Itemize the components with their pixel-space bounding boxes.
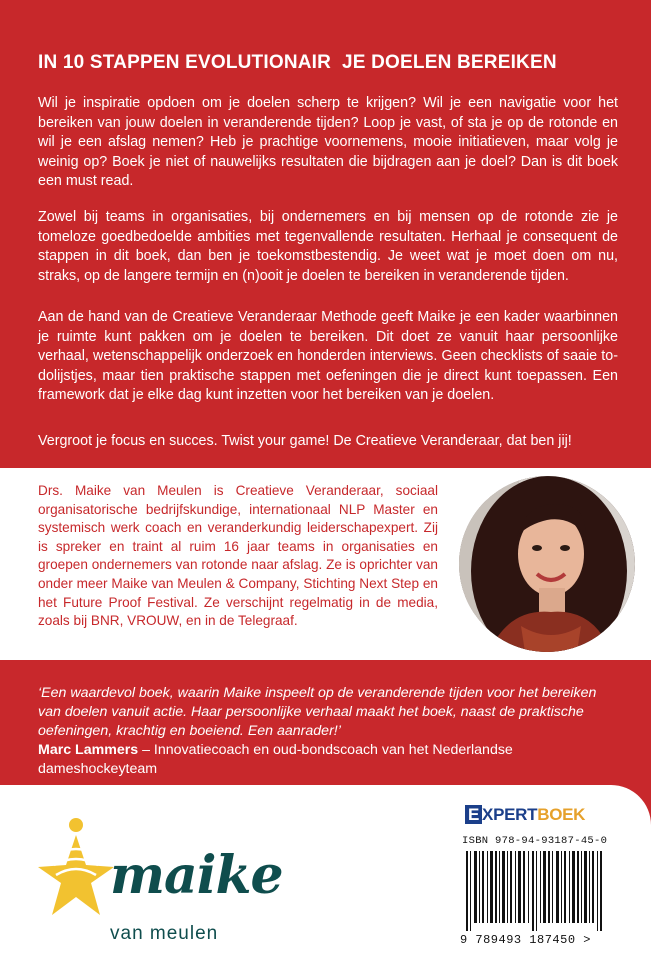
method-paragraph: Aan de hand van de Creatieve Veranderaar Methode geeft Maike je een kader waarbinnen je ruimte kunt pakken om je doelen te bereiken. Dit doet ze vanuit haar persoonlijke verhaal, wetenschappelijk onderzoek en honderden interviews. Geen checklists of saaie to-dolijstjes, maar tien praktische stappen met oefeningen die je direct kunt toepassen. Een framework dat je elke dag kunt inzetten voor het bereiken van je doelen. — [38, 309, 618, 403]
author-logo — [36, 811, 283, 951]
publisher-logo — [465, 805, 585, 831]
quote-attribution — [38, 741, 623, 779]
publisher-e: E — [465, 805, 482, 824]
intro-paragraph: Wil je inspiratie opdoen om je doelen scherp te krijgen? Wil je een navigatie voor het bereiken van jouw doelen in veranderende tijden? Loop je vast, of sta je op de rotonde en wil je een afslag nemen? Heb je prachtige voornemens, mooie initiatieven, maar volg je weinig op? Boek je niet of nauwelijks resultaten die bijdragen aan je doel? Dan is dit boek een must read. — [38, 95, 618, 189]
cover-heading: IN 10 STAPPEN EVOLUTIONAIR JE DOELEN BEREIKEN — [38, 52, 557, 73]
back-cover-bottom — [0, 785, 651, 960]
quote-author-role: – Innovatiecoach en oud-bondscoach van het Nederlandse dameshockeyteam — [38, 742, 513, 777]
teams-paragraph: Zowel bij teams in organisaties, bij ondernemers en bij mensen op de rotonde zie je tomeloze goedbedoelde ambities met tegenvallende resultaten. Herhaal je consequent de stappen in dit boek, dan ben je toekomstbestendig. Je weet wat je moet doen om nu, straks, op de langere termijn en (n)ooit je doelen te bereiken in veranderende tijden. — [38, 209, 618, 284]
publisher-xpert: XPERT — [482, 805, 538, 824]
back-cover-top — [0, 0, 651, 468]
author-bio-panel — [0, 468, 651, 660]
author-photo — [459, 476, 635, 652]
endorsement-quote — [38, 684, 623, 779]
logo-name: maike — [110, 845, 283, 906]
barcode-digits: 9 789493 187450 > — [460, 933, 591, 947]
tagline: Vergroot je focus en succes. Twist your game! De Creatieve Veranderaar, dat ben jij! — [38, 433, 572, 449]
logo-subtitle: van meulen — [110, 923, 219, 944]
quote-author: Marc Lammers — [38, 742, 139, 758]
publisher-boek: BOEK — [537, 805, 586, 824]
quote-text: ‘Een waardevol boek, waarin Maike inspeelt op de veranderende tijden voor het bereiken van doelen vanuit actie. Haar persoonlijke verhaal maakt het boek, naast de praktische oefeningen, krachtig en boeiend. Een aanrader!’ — [38, 685, 597, 739]
author-bio: Drs. Maike van Meulen is Creatieve Veranderaar, sociaal organisatorische bedrijfskundige, internationaal NLP Master en systemisch werk coach en veranderkundig leiderschapexpert. Zij is spreker en traint al ruim 16 jaar teams in organisaties en groepen ondernemers van rotonde naar afslag. Ze is oprichter van onder meer Maike van Meulen & Company, Stichting Next Step en het Future Proof Festival. Ze verschijnt regelmatig in de media, zoals bij BNR, VROUW, en in de Telegraaf. — [38, 483, 438, 629]
star-logo-icon — [36, 815, 116, 925]
barcode-icon — [458, 851, 628, 931]
isbn-number: ISBN 978-94-93187-45-0 — [462, 835, 608, 847]
isbn-barcode — [458, 835, 628, 955]
